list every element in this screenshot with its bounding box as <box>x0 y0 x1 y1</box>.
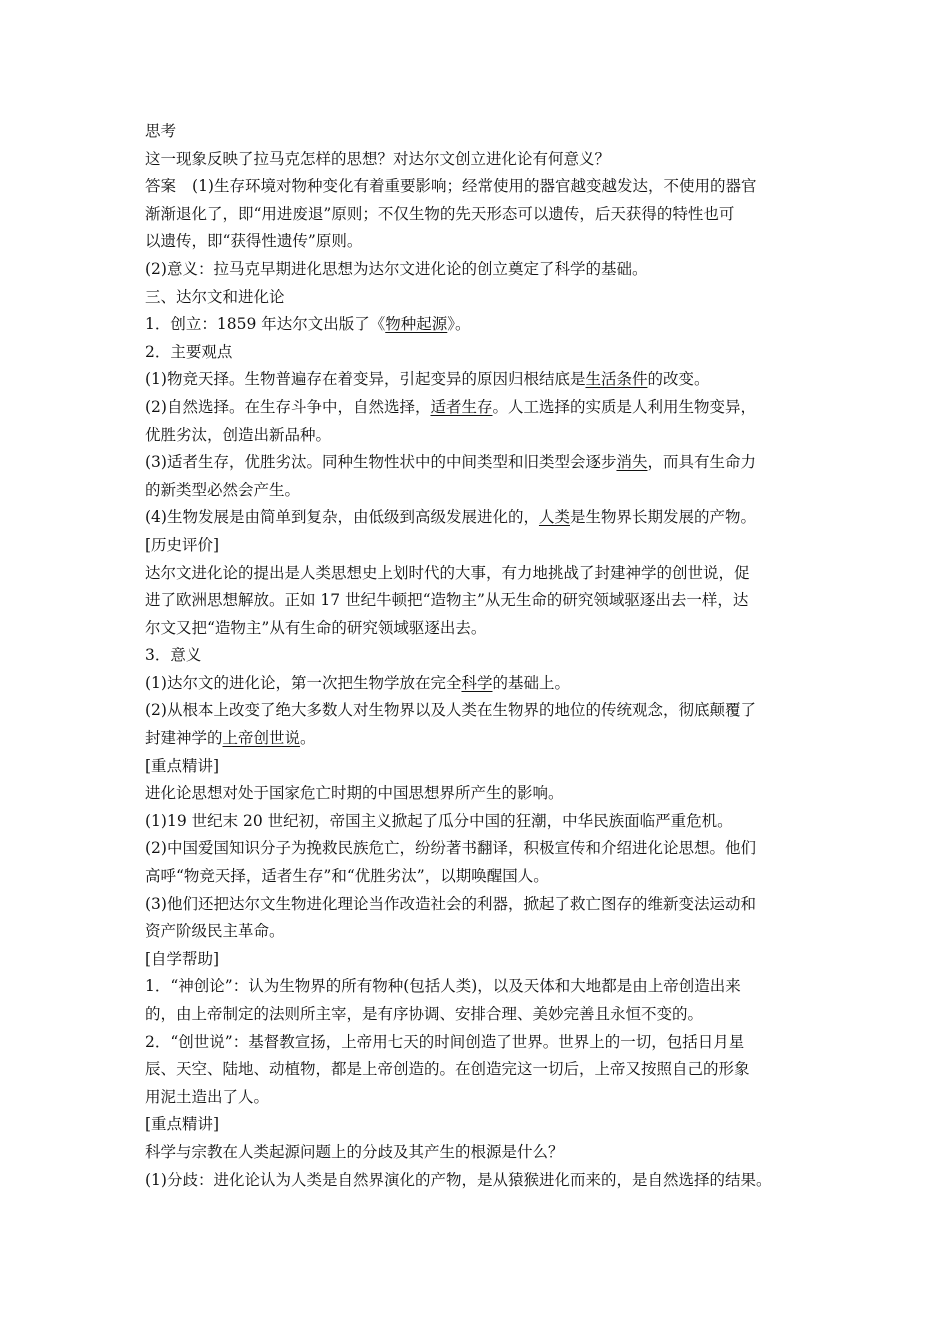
underlined-term: 物种起源 <box>385 315 448 334</box>
view-4: (4)生物发展是由简单到复杂，由低级到高级发展进化的，人类是生物界长期发展的产物。 <box>145 508 756 527</box>
view-2: (2)自然选择。在生存斗争中，自然选择，适者生存。人工选择的实质是人利用生物变异， <box>145 397 756 416</box>
self-study-2-cont: 辰、天空、陆地、动植物，都是上帝创造的。在创造完这一切后，上帝又按照自己的形象 <box>145 1060 750 1079</box>
significance-1: (1)达尔文的进化论，第一次把生物学放在完全科学的基础上。 <box>145 673 570 692</box>
evaluation-line-1: 达尔文进化论的提出是人类思想史上划时代的大事，有力地挑战了封建神学的创世说，促 <box>145 563 750 582</box>
key-points-1-item-3: (3)他们还把达尔文生物进化理论当作改造社会的利器，掀起了救亡图存的维新变法运动和 <box>145 894 756 913</box>
subheading-key-points-2: [重点精讲] <box>145 1115 220 1134</box>
self-study-1: 1．“神创论”：认为生物界的所有物种(包括人类)，以及天体和大地都是由上帝创造出来 <box>145 977 741 996</box>
section-heading-darwin: 三、达尔文和进化论 <box>145 287 285 306</box>
view-2-cont: 优胜劣汰，创造出新品种。 <box>145 425 332 444</box>
subheading-historical-evaluation: [历史评价] <box>145 535 220 554</box>
answer-line-3: 以遗传，即“获得性遗传”原则。 <box>145 232 363 251</box>
underlined-term: 科学 <box>461 673 493 692</box>
answer-label: 答案 <box>145 177 177 196</box>
underlined-term: 适者生存 <box>430 397 493 416</box>
key-points-1-item-2: (2)中国爱国知识分子为挽救民族危亡，纷纷著书翻译，积极宣传和介绍进化论思想。他们 <box>145 839 756 858</box>
key-points-1-item-3-cont: 资产阶级民主革命。 <box>145 922 285 941</box>
key-points-1-item-2-cont: 高呼“物竞天择，适者生存”和“优胜劣汰”，以期唤醒国人。 <box>145 867 549 886</box>
key-points-1-item-1: (1)19 世纪末 20 世纪初，帝国主义掀起了瓜分中国的狂潮，中华民族面临严重危机。 <box>145 811 733 830</box>
underlined-term: 消失 <box>616 453 648 472</box>
key-points-2-question: 科学与宗教在人类起源问题上的分歧及其产生的根源是什么？ <box>145 1142 564 1161</box>
subheading-main-views: 2．主要观点 <box>145 342 233 361</box>
heading-thinking: 思考 <box>145 122 177 140</box>
answer-line-2: 渐渐退化了，即“用进废退”原则；不仅生物的先天形态可以遗传，后天获得的特性也可 <box>145 204 735 223</box>
self-study-1-cont: 的，由上帝制定的法则所主宰，是有序协调、安排合理、美妙完善且永恒不变的。 <box>145 1005 704 1023</box>
question-text: 这一现象反映了拉马克怎样的思想？对达尔文创立进化论有何意义？ <box>145 149 611 168</box>
answer-line-1: 答案 (1)生存环境对物种变化有着重要影响；经常使用的器官越变越发达，不使用的器官 <box>145 177 757 196</box>
significance-2: (2)从根本上改变了绝大多数人对生物界以及人类在生物界的地位的传统观念，彻底颠覆了 <box>145 701 756 720</box>
underlined-term: 上帝创世说 <box>222 729 301 748</box>
key-points-1-intro: 进化论思想对处于国家危亡时期的中国思想界所产生的影响。 <box>145 784 564 803</box>
view-3: (3)适者生存，优胜劣汰。同种生物性状中的中间类型和旧类型会逐步消失，而具有生命力 <box>145 453 756 472</box>
evaluation-line-2: 进了欧洲思想解放。正如 17 世纪牛顿把“造物主”从无生命的研究领域驱逐出去一样，达 <box>145 591 749 610</box>
point-creation: 1．创立：1859 年达尔文出版了《物种起源》。 <box>145 315 471 334</box>
evaluation-line-3: 尔文又把“造物主”从有生命的研究领域驱逐出去。 <box>145 618 487 637</box>
underlined-term: 生活条件 <box>585 370 648 389</box>
subheading-self-study: [自学帮助] <box>145 949 220 968</box>
subheading-key-points-1: [重点精讲] <box>145 756 220 775</box>
view-1: (1)物竞天择。生物普遍存在着变异，引起变异的原因归根结底是生活条件的改变。 <box>145 370 710 389</box>
key-points-2-item-1: (1)分歧：进化论认为人类是自然界演化的产物，是从猿猴进化而来的，是自然选择的结果。 <box>145 1170 772 1189</box>
significance-2-cont: 封建神学的上帝创世说。 <box>145 729 316 748</box>
document-page <box>145 118 825 1194</box>
underlined-term: 人类 <box>538 508 570 527</box>
answer-significance: (2)意义：拉马克早期进化思想为达尔文进化论的创立奠定了科学的基础。 <box>145 259 648 278</box>
self-study-2: 2．“创世说”：基督教宣扬，上帝用七天的时间创造了世界。世界上的一切，包括日月星 <box>145 1032 745 1051</box>
view-3-cont: 的新类型必然会产生。 <box>145 480 301 499</box>
subheading-significance: 3．意义 <box>145 646 202 665</box>
self-study-2-cont-2: 用泥土造出了人。 <box>145 1087 270 1106</box>
